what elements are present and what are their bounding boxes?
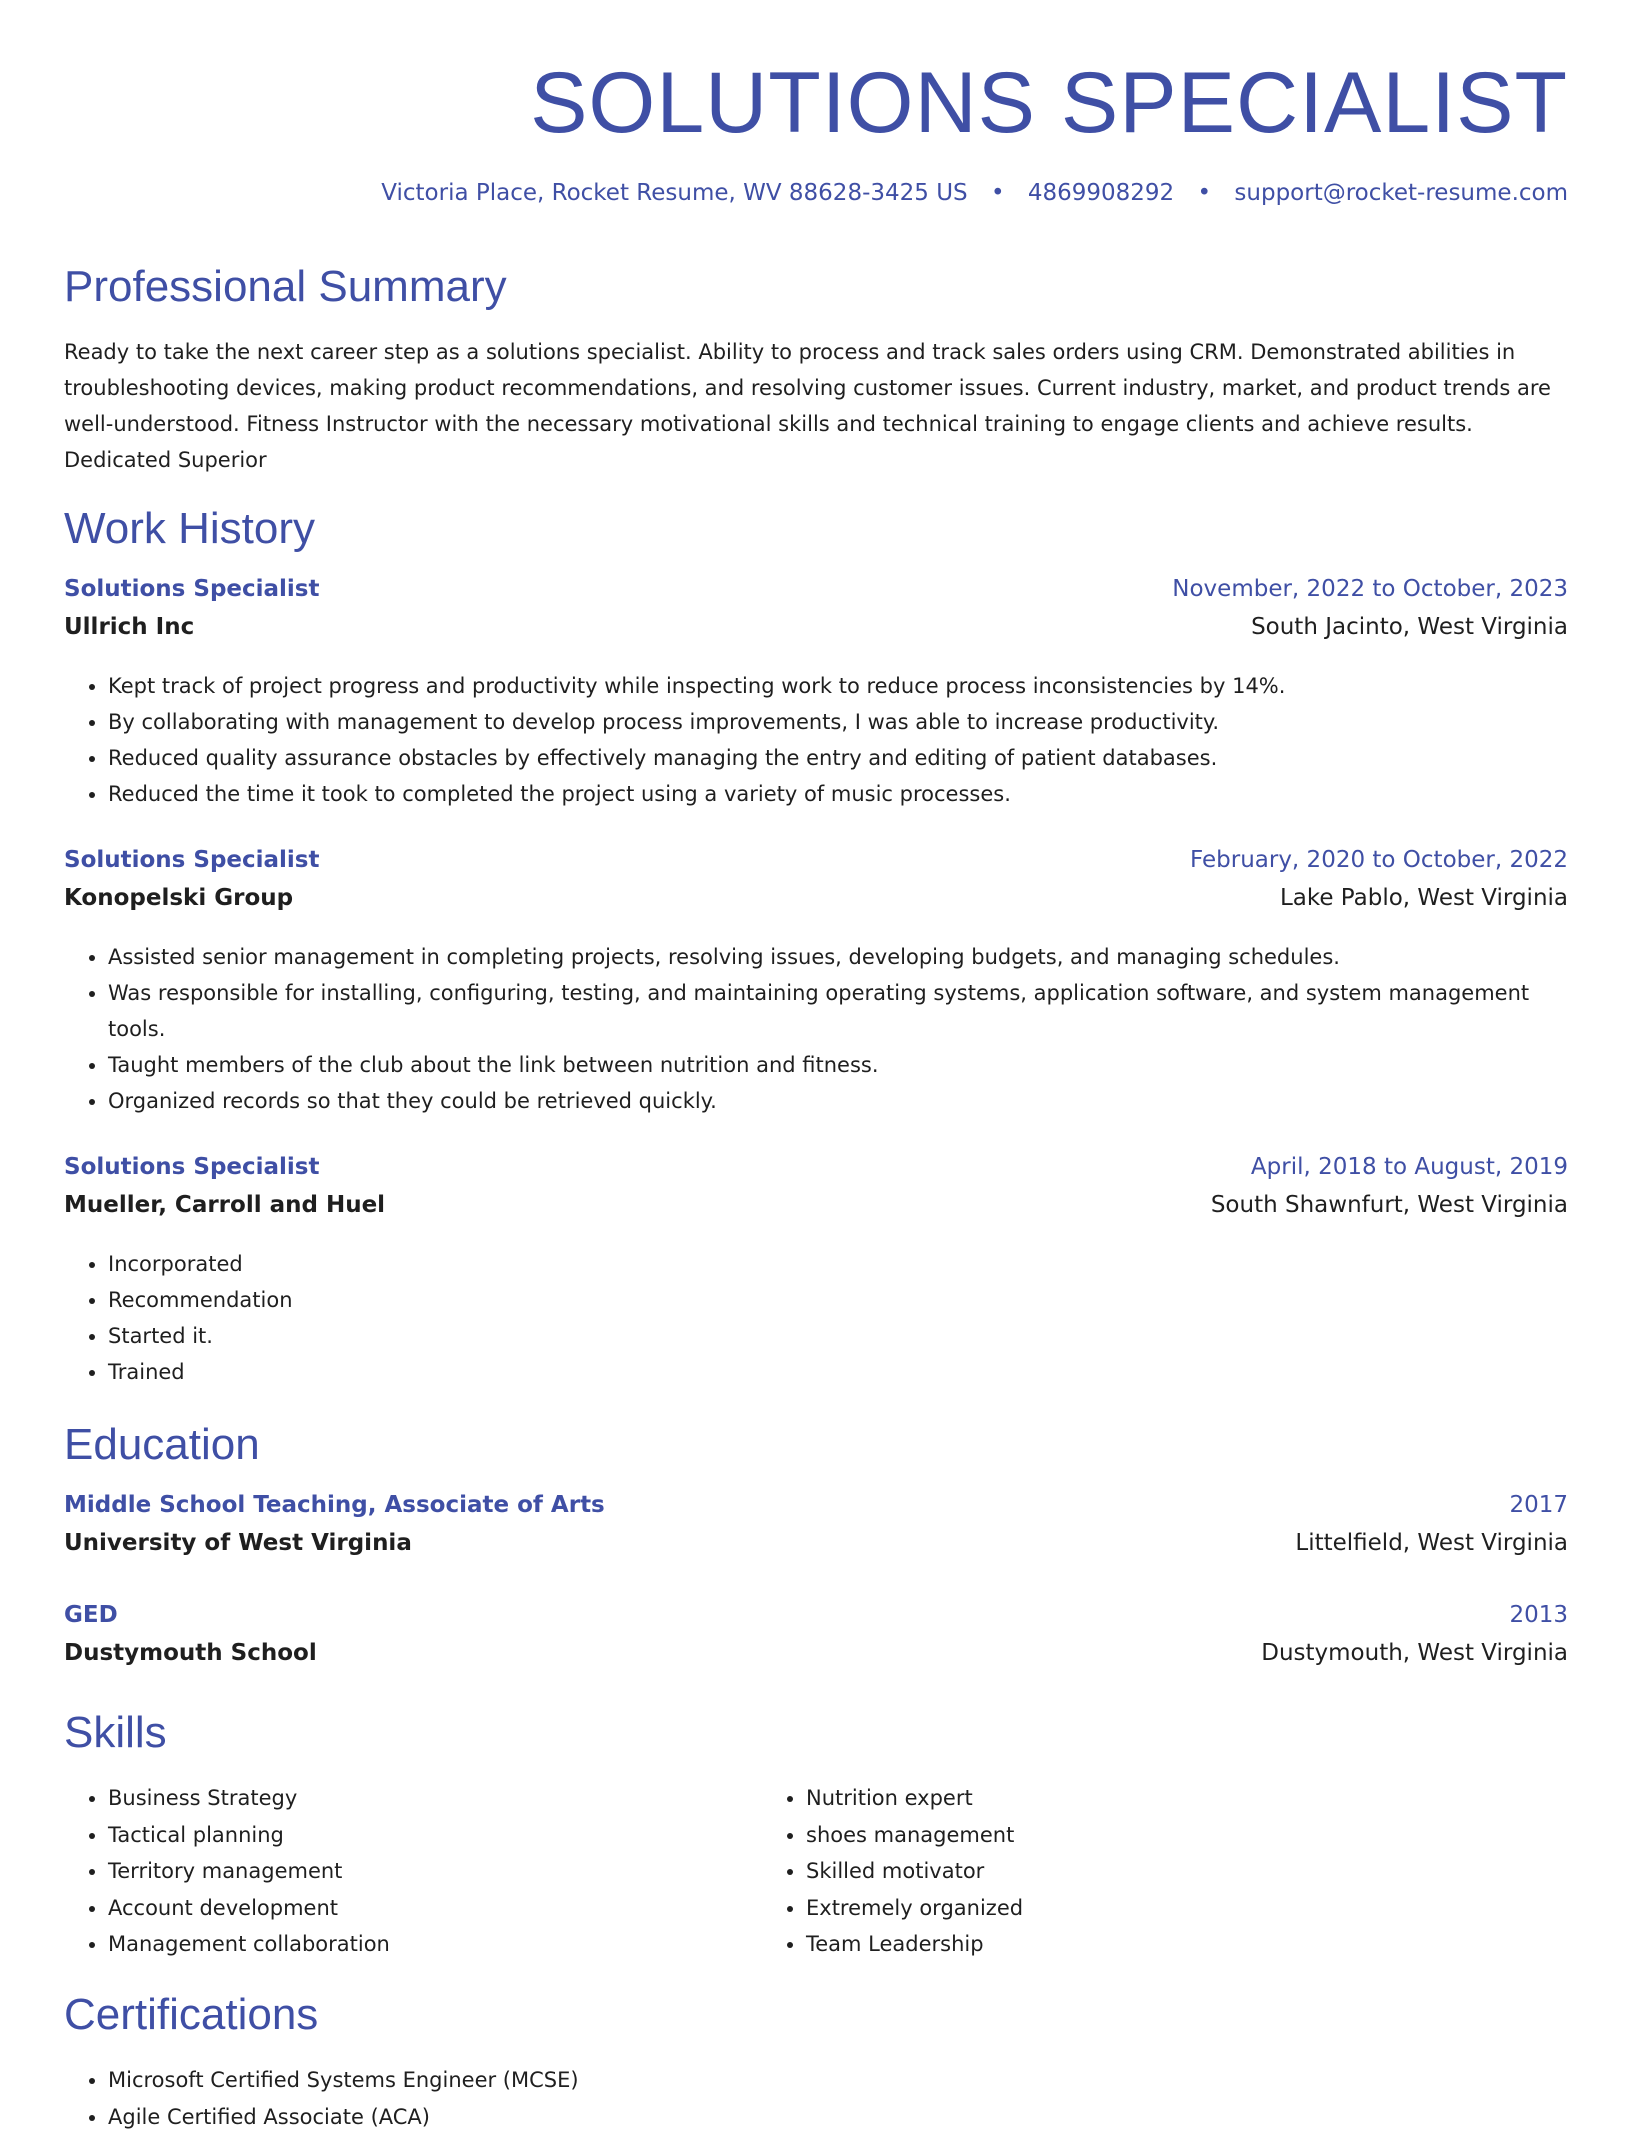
list-item: • Kept track of project progress and productivity while inspecting work to reduce process inconsistencies by 14%.: [108, 668, 1568, 704]
resume-title: SOLUTIONS SPECIALIST: [530, 60, 1568, 146]
list-item: • Recommendation: [108, 1282, 1568, 1318]
contact-separator: •: [1198, 180, 1212, 206]
summary-heading: Professional Summary: [64, 262, 507, 312]
job-title: Solutions Specialist: [64, 847, 320, 873]
education-location: Littelfield, West Virginia: [1295, 1530, 1568, 1556]
job-location: South Shawnfurt, West Virginia: [1211, 1192, 1568, 1218]
skills-columns: [64, 1780, 1568, 1963]
certification-item: • Microsoft Certified Systems Engineer (MCSE): [108, 2062, 1568, 2099]
education-entry: [64, 1492, 1568, 1570]
education-school-row: [64, 1640, 1568, 1680]
skill-item: • Nutrition expert: [806, 1780, 1522, 1817]
certifications-heading: Certifications: [64, 1990, 318, 2040]
job-dates: April, 2018 to August, 2019: [1251, 1154, 1568, 1180]
job-location: South Jacinto, West Virginia: [1251, 614, 1568, 640]
job-title-row: [64, 847, 1568, 885]
job-bullets: [64, 668, 1568, 812]
list-item: • Reduced quality assurance obstacles by effectively managing the entry and editing of patient databases.: [108, 740, 1568, 776]
contact-phone: 4869908292: [1028, 180, 1174, 206]
skill-item: • Account development: [108, 1890, 762, 1927]
contact-line: [381, 180, 1568, 206]
summary-text: Ready to take the next career step as a solutions specialist. Ability to process and track sales orders using CRM. Demonstrated abilities in troubleshooting devices, making product recommendations, and resolving customer issues. Current industry, market, and product trends are well-understood. Fitness Instructor with the necessary motivational skills and technical training to engage clients and achieve results. Dedicated Superior: [64, 334, 1568, 478]
job-company-row: [64, 614, 1568, 654]
job-dates: November, 2022 to October, 2023: [1172, 576, 1568, 602]
education-degree: GED: [64, 1602, 118, 1628]
skill-item: • Territory management: [108, 1853, 762, 1890]
skills-list-right: [762, 1780, 1522, 1963]
skill-item: • Skilled motivator: [806, 1853, 1522, 1890]
job-company-row: [64, 885, 1568, 925]
skill-item: • Extremely organized: [806, 1890, 1522, 1927]
certifications-list-wrap: [64, 2062, 1568, 2135]
skills-heading: Skills: [64, 1708, 167, 1758]
job-entry: [64, 1154, 1568, 1390]
job-dates: February, 2020 to October, 2022: [1190, 847, 1568, 873]
list-item: • Trained: [108, 1354, 1568, 1390]
list-item: • Started it.: [108, 1318, 1568, 1354]
education-entry: [64, 1602, 1568, 1680]
job-title-row: [64, 576, 1568, 614]
work-history-heading: Work History: [64, 504, 315, 554]
job-entry: [64, 847, 1568, 1119]
skill-item: • Tactical planning: [108, 1817, 762, 1854]
job-company: Ullrich Inc: [64, 614, 194, 640]
contact-email[interactable]: support@rocket-resume.com: [1234, 180, 1568, 206]
certifications-list: [64, 2062, 1568, 2135]
education-heading: Education: [64, 1420, 260, 1470]
education-degree-row: [64, 1492, 1568, 1530]
job-title: Solutions Specialist: [64, 576, 320, 602]
skill-item: • Management collaboration: [108, 1926, 762, 1963]
job-company: Mueller, Carroll and Huel: [64, 1192, 385, 1218]
list-item: • Reduced the time it took to completed the project using a variety of music processes.: [108, 776, 1568, 812]
list-item: • Organized records so that they could be retrieved quickly.: [108, 1083, 1568, 1119]
education-year: 2013: [1509, 1602, 1568, 1628]
list-item: • Was responsible for installing, configuring, testing, and maintaining operating systems, application software, and system management tools.: [108, 975, 1568, 1047]
job-company-row: [64, 1192, 1568, 1232]
education-year: 2017: [1509, 1492, 1568, 1518]
education-school: Dustymouth School: [64, 1640, 317, 1666]
skill-item: • Business Strategy: [108, 1780, 762, 1817]
job-title: Solutions Specialist: [64, 1154, 320, 1180]
job-bullets: [64, 1246, 1568, 1390]
job-title-row: [64, 1154, 1568, 1192]
contact-separator: •: [991, 180, 1005, 206]
education-degree-row: [64, 1602, 1568, 1640]
contact-address: Victoria Place, Rocket Resume, WV 88628-3425 US: [381, 180, 967, 206]
skills-list-left: [64, 1780, 762, 1963]
education-school-row: [64, 1530, 1568, 1570]
list-item: • Taught members of the club about the link between nutrition and fitness.: [108, 1047, 1568, 1083]
certification-item: • Agile Certified Associate (ACA): [108, 2099, 1568, 2135]
job-location: Lake Pablo, West Virginia: [1280, 885, 1568, 911]
education-degree: Middle School Teaching, Associate of Arts: [64, 1492, 605, 1518]
list-item: • Incorporated: [108, 1246, 1568, 1282]
job-company: Konopelski Group: [64, 885, 293, 911]
job-entry: [64, 576, 1568, 812]
skill-item: • Team Leadership: [806, 1926, 1522, 1963]
skill-item: • shoes management: [806, 1817, 1522, 1854]
education-school: University of West Virginia: [64, 1530, 412, 1556]
job-bullets: [64, 939, 1568, 1119]
list-item: • By collaborating with management to develop process improvements, I was able to increase productivity.: [108, 704, 1568, 740]
education-location: Dustymouth, West Virginia: [1261, 1640, 1568, 1666]
list-item: • Assisted senior management in completing projects, resolving issues, developing budgets, and managing schedules.: [108, 939, 1568, 975]
